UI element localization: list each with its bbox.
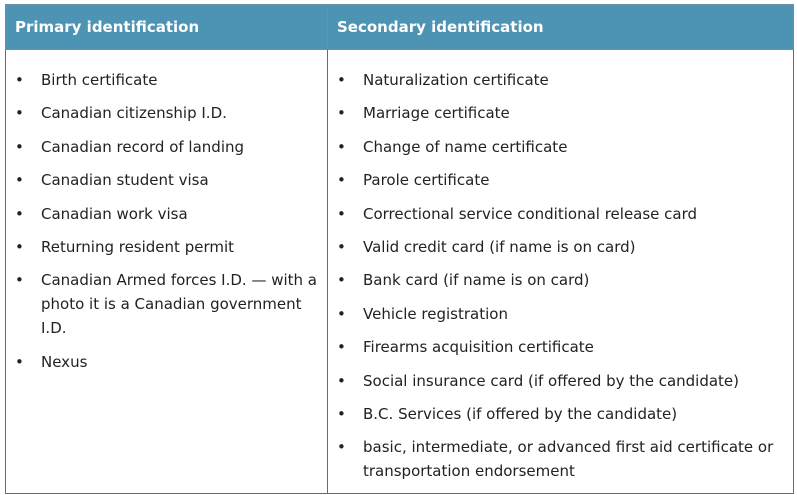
bullet-icon: • [15,271,24,290]
list-item [6,268,327,340]
bullet-icon: • [15,237,24,256]
list-item-text: Change of name certificate [363,137,568,156]
bullet-icon: • [337,237,346,256]
list-item-text: Canadian citizenship I.D. [41,104,227,123]
list-item-text: Firearms acquisition certificate [363,338,594,357]
list-item [328,435,793,483]
list-item [328,235,793,259]
list-item-text: Marriage certificate [363,104,510,123]
bullet-icon: • [15,137,24,156]
list-item-text: Bank card (if name is on card) [363,271,590,290]
list-item [328,302,793,326]
list-item [328,369,793,393]
list-item-text: basic, intermediate, or advanced first aid certificate or transportation endorsement [363,438,774,481]
list-item [6,202,327,226]
secondary-identification-list [328,68,793,483]
list-item-text: Social insurance card (if offered by the candidate) [363,371,740,390]
bullet-icon: • [15,104,24,123]
list-item [6,101,327,125]
list-item [328,202,793,226]
bullet-icon: • [337,438,346,457]
bullet-icon: • [337,171,346,190]
primary-identification-header: Primary identification [6,5,328,50]
list-item [6,135,327,159]
bullet-icon: • [337,104,346,123]
list-item [328,135,793,159]
list-item-text: Birth certificate [41,71,158,89]
list-item-text: Correctional service conditional release card [363,204,698,223]
list-item [328,68,793,92]
bullet-icon: • [15,71,24,89]
list-item [328,101,793,125]
bullet-icon: • [337,137,346,156]
list-item-text: Vehicle registration [363,304,508,323]
primary-identification-list [6,68,327,374]
list-item [328,268,793,292]
list-item-text: Valid credit card (if name is on card) [363,237,636,256]
list-item-text: Naturalization certificate [363,71,549,89]
bullet-icon: • [337,338,346,357]
list-item-text: Canadian Armed forces I.D. — with a photo it is a Canadian government I.D. [41,271,317,338]
list-item-text: Canadian record of landing [41,137,245,156]
list-item-text: B.C. Services (if offered by the candidate) [363,404,678,423]
bullet-icon: • [15,171,24,190]
secondary-identification-header: Secondary identification [328,5,794,50]
bullet-icon: • [337,204,346,223]
identification-table [5,4,794,494]
bullet-icon: • [337,71,346,89]
bullet-icon: • [337,404,346,423]
list-item [328,402,793,426]
list-item-text: Canadian work visa [41,204,188,223]
bullet-icon: • [337,304,346,323]
secondary-identification-cell [328,50,794,494]
list-item [6,168,327,192]
list-item-text: Nexus [41,352,88,371]
content-row [6,50,794,494]
list-item [328,335,793,359]
bullet-icon: • [337,371,346,390]
list-item [6,68,327,92]
primary-identification-cell [6,50,328,494]
list-item-text: Parole certificate [363,171,490,190]
list-item-text: Canadian student visa [41,171,209,190]
list-item [6,350,327,374]
bullet-icon: • [337,271,346,290]
header-row [6,5,794,50]
list-item-text: Returning resident permit [41,237,235,256]
bullet-icon: • [15,352,24,371]
bullet-icon: • [15,204,24,223]
list-item [328,168,793,192]
list-item [6,235,327,259]
